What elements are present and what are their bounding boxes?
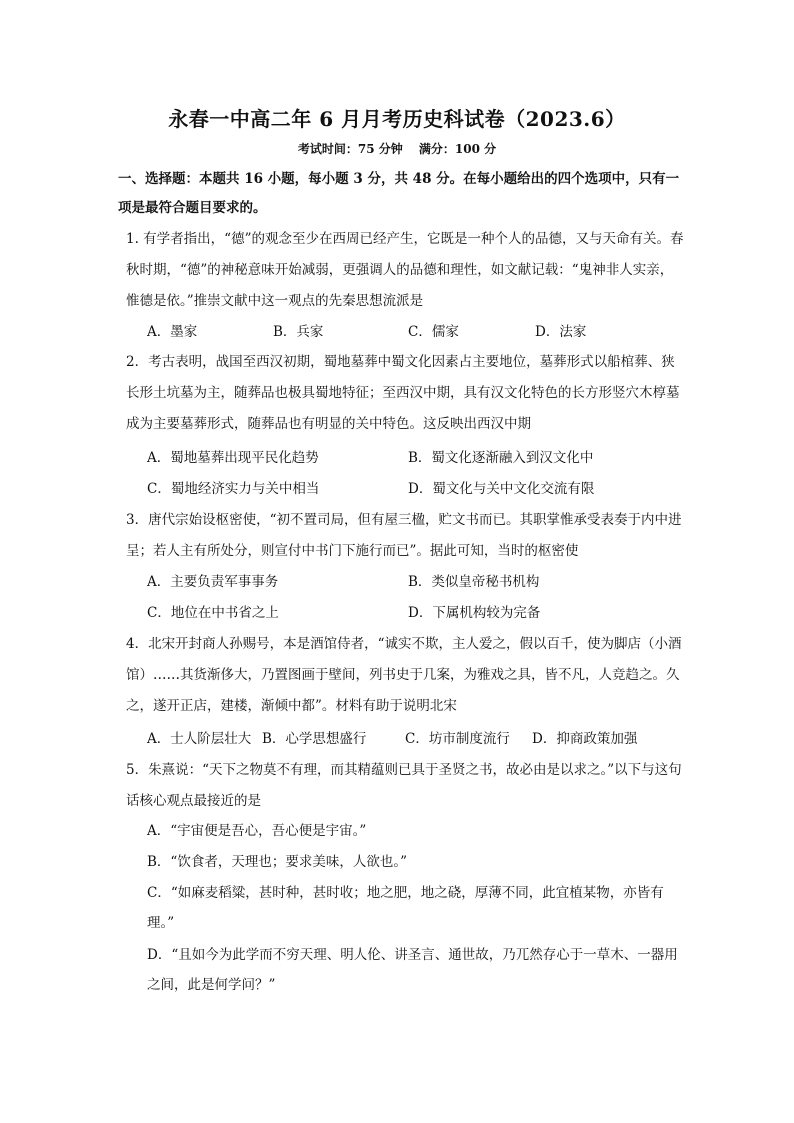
section-heading: 一、选择题：本题共 16 小题，每小题 3 分，共 48 分。在每小题给出的四个选项中，只有一项是最符合题目要求的。 xyxy=(118,171,680,216)
question-2-text: 2．考古表明，战国至西汉初期，蜀地墓葬中蜀文化因素占主要地位，墓葬形式以船棺葬、狭长形土坑墓为主，随葬品也极具蜀地特征；至西汉中期，具有汉文化特色的长方形竖穴木椁墓成为主要墓葬形式，随葬品也有明显的关中特色。这反映出西汉中期 xyxy=(126,354,680,432)
option-c: C．“如麻麦稻粱，甚时种，甚时收；地之肥，地之硗，厚薄不同，此宜植某物，亦皆有理。” xyxy=(147,885,664,931)
question-1-text: 1. 有学者指出，“德”的观念至少在西周已经产生，它既是一种个人的品德，又与天命有关。春秋时期，“德”的神秘意味开始减弱，更强调人的品德和理性，如文献记载：“鬼神非人实亲，惟德是依。”推崇文献中这一观点的先秦思想流派是 xyxy=(126,231,684,309)
question-5-text: 5．朱熹说：“天下之物莫不有理，而其精蕴则已具于圣贤之书，故必由是以求之。”以下与这句话核心观点最接近的是 xyxy=(126,762,682,809)
question-3-options-row-1 xyxy=(147,570,684,598)
option-b: B．心学思想盛行 xyxy=(262,731,367,747)
question-3-options-row-2 xyxy=(147,601,684,629)
option-b: B．“饮食者，天理也；要求美味，人欲也。” xyxy=(147,854,407,870)
question-4-options xyxy=(147,727,684,755)
option-c: C．蜀地经济实力与关中相当 xyxy=(147,481,320,497)
question-4-stem xyxy=(126,629,684,722)
option-b: B．类似皇帝秘书机构 xyxy=(408,574,540,590)
question-3-stem xyxy=(126,505,684,567)
option-a: A．士人阶层壮大 xyxy=(147,731,252,747)
option-b: B．兵家 xyxy=(273,324,324,340)
option-a: A．墨家 xyxy=(147,324,198,340)
option-a: A．蜀地墓葬出现平民化趋势 xyxy=(147,450,319,466)
option-a: A．主要负责军事事务 xyxy=(147,574,279,590)
question-2-options-row-2 xyxy=(147,477,684,505)
option-d: D．“且如今为此学而不穷天理、明人伦、讲圣言、通世故，乃兀然存心于一草木、一器用之间，此是何学问？” xyxy=(147,947,678,993)
page-title: 永春一中高二年 6 月月考历史科试卷（2023.6） xyxy=(168,107,626,131)
question-5-stem xyxy=(126,755,684,817)
question-3-text: 3．唐代宗始设枢密使，“初不置司局，但有屋三楹，贮文书而已。其职掌惟承受表奏于内中进呈；若人主有所处分，则宣付中书门下施行而已”。据此可知，当时的枢密使 xyxy=(126,512,682,559)
option-d: D．下属机构较为完备 xyxy=(408,605,541,621)
question-1-options xyxy=(147,320,684,348)
option-a: A．“宇宙便是吾心，吾心便是宇宙。” xyxy=(147,823,367,839)
option-c: C．儒家 xyxy=(408,324,459,340)
question-2-stem xyxy=(126,347,684,440)
exam-info: 考试时间：75 分钟 满分：100 分 xyxy=(297,142,497,156)
option-c: C．坊市制度流行 xyxy=(405,731,510,747)
option-d: D．蜀文化与关中文化交流有限 xyxy=(408,481,595,497)
option-d: D．抑商政策加强 xyxy=(532,731,638,747)
question-2-options-row-1 xyxy=(147,446,684,474)
option-b: B．蜀文化逐渐融入到汉文化中 xyxy=(408,450,594,466)
question-4-text: 4．北宋开封商人孙赐号，本是酒馆侍者，“诚实不欺，主人爱之，假以百千，使为脚店（小酒馆）……其货渐侈大，乃置图画于壁间，列书史于几案，为雅戏之具，皆不凡，人竞趋之。久之，遂开正店，建楼，渐倾中都”。材料有助于说明北宋 xyxy=(126,636,682,714)
question-1-stem xyxy=(126,224,684,317)
option-c: C．地位在中书省之上 xyxy=(147,605,279,621)
option-d: D．法家 xyxy=(535,324,587,340)
